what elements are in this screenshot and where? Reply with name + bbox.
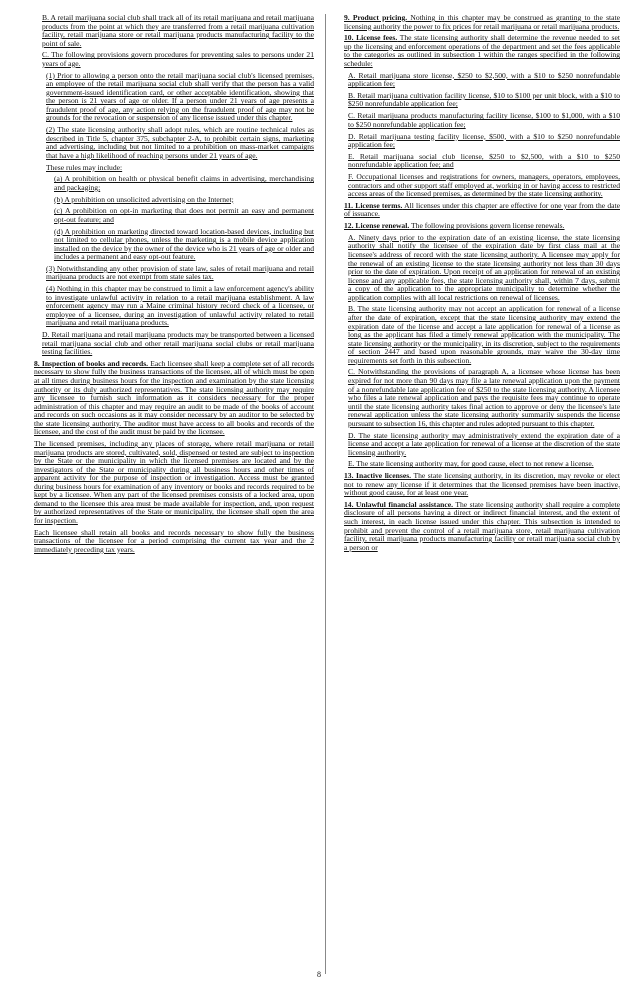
paragraph-text: A. Retail marijuana store license, $250 to $2,500, with a $10 to $250 nonrefundable application fee; <box>348 70 620 89</box>
paragraph-text: The licensed premises, including any places of storage, where retail marijuana or retail marijuana products are stored, cultivated, sold, dispensed or tested are subject to inspection by the State or the municipality in which the licensed premises are located and by the investigators of the State or municipality during all business hours and other times of apparent activity for the purpose of inspection or investigation. Access must be granted during business hours for examination of any inventory or books and records required to be kept by a licensee. When any part of the licensed premises consists of a locked area, upon demand to the licensee this area must be made available for inspection, and, upon request by authorized representatives of the State or municipality, the licensee shall open the area for inspection. <box>34 439 314 525</box>
right-column-paragraph <box>336 222 620 231</box>
section-heading: 13. Inactive licenses. <box>344 471 412 481</box>
left-column-paragraph <box>34 440 314 525</box>
right-column-paragraph <box>336 305 620 365</box>
right-column-paragraph <box>336 202 620 219</box>
right-column-paragraph <box>336 501 620 552</box>
section-heading: 14. Unlawful financial assistance. <box>344 499 454 509</box>
left-column-paragraph <box>34 207 314 224</box>
paragraph-text: E. Retail marijuana social club license, $250 to $2,500, with a $10 to $250 nonrefundable application fee; and <box>348 151 620 170</box>
paragraph-text: Each licensee shall keep a complete set of all records necessary to show fully the business transactions of the licensee, all of which must be open at all times during business hours for the inspection and examination by the state licensing authority or its duly authorized representatives. The state licensing authority may require any licensee to furnish such information as it considers necessary for the proper administration of this chapter and may require an audit to be made of the books of account and records on such occasions as it may consider necessary by an auditor to be selected by the state licensing authority. The auditor must have access to all books and records of the licensee, and the cost of the audit must be paid by the licensee. <box>34 358 314 437</box>
paragraph-text: All licenses under this chapter are effective for one year from the date of issuance. <box>344 200 620 219</box>
paragraph-text: B. The state licensing authority may not accept an application for renewal of a license after the date of expiration, except that the state licensing authority may extend the expiration date of the license and accept a late application for renewal of a license as long as the applicant has filed a timely renewal application with the municipality. The state licensing authority or the municipality, in its discretion, subject to the requirements of section 2447 and based upon reasonable grounds, may waive the 30-day time requirements set forth in this subsection. <box>348 304 620 365</box>
right-column-paragraph <box>336 368 620 428</box>
right-column-paragraph <box>336 92 620 109</box>
left-column-paragraph <box>34 228 314 262</box>
left-column-paragraph <box>34 360 314 437</box>
paragraph-text: (4) Nothing in this chapter may be construed to limit a law enforcement agency's ability to investigate unlawful activity in relation to a retail marijuana establishment. A law enforcement agency may run a Maine criminal history record check of a licensee, or employee of a licensee, during an investigation of unlawful activity related to retail marijuana and retail marijuana products. <box>46 284 314 328</box>
paragraph-text: (3) Notwithstanding any other provision of state law, sales of retail marijuana and retail marijuana products are not exempt from state sales tax. <box>46 263 314 282</box>
paragraph-text: (b) A prohibition on unsolicited advertising on the Internet; <box>54 194 234 204</box>
paragraph-text: (d) A prohibition on marketing directed toward location-based devices, including but not limited to cellular phones, unless the marketing is a mobile device application installed on the device by the owner of the device who is 21 years of age or older and includes a permanent and easy opt-out feature. <box>54 226 314 262</box>
paragraph-text: D. Retail marijuana testing facility license, $500, with a $10 to $250 nonrefundable application fee; <box>348 131 620 150</box>
paragraph-text: The state licensing authority shall require a complete disclosure of all persons having a direct or indirect financial interest, and the extent of such interest, in each license issued under this chapter. This subsection is intended to prohibit and prevent the control of a retail marijuana store, retail marijuana cultivation facility, retail marijuana products manufacturing facility or retail marijuana social club by a person or <box>344 499 620 552</box>
right-column <box>336 14 620 966</box>
paragraph-text: Each licensee shall retain all books and records necessary to show fully the business transactions of the licensee for a period comprising the current tax year and the 2 immediately preceding tax years. <box>34 527 314 554</box>
right-column-paragraph <box>336 34 620 68</box>
right-column-paragraph <box>336 133 620 150</box>
paragraph-text: D. The state licensing authority may administratively extend the expiration date of a license and accept a late application for renewal of a license at the discretion of the state licensing authority. <box>348 430 620 457</box>
left-column-paragraph <box>34 175 314 192</box>
section-heading: 12. License renewal. <box>344 221 410 231</box>
left-column-paragraph <box>34 265 314 282</box>
paragraph-text: (c) A prohibition on opt-in marketing that does not permit an easy and permanent opt-out feature; and <box>54 206 314 224</box>
paragraph-text: A. Ninety days prior to the expiration date of an existing license, the state licensing authority shall notify the licensee of the expiration date by first class mail at the licensee's address of record with the state licensing authority. A licensee may apply for the renewal of an existing license to the state licensing authority not less than 30 days prior to the date of expiration. Upon receipt of an application for renewal of an existing license and any applicable fees, the state licensing authority shall, within 7 days, submit a copy of the application to the appropriate municipality to determine whether the application complies with all local restrictions on renewal of licenses. <box>348 232 620 302</box>
page-number: 8 <box>317 970 321 979</box>
left-column-paragraph <box>34 72 314 123</box>
paragraph-text: (a) A prohibition on health or physical benefit claims in advertising, merchandising and packaging; <box>54 174 314 192</box>
paragraph-text: B. A retail marijuana social club shall track all of its retail marijuana and retail marijuana products from the point at which they are transferred from a retail marijuana cultivation facility, retail marijuana store or retail marijuana products manufacturing facility to the point of sale. <box>42 14 314 48</box>
left-column <box>34 14 314 966</box>
left-column-paragraph <box>34 196 314 205</box>
paragraph-text: These rules may include: <box>46 162 123 172</box>
paragraph-text: C. Notwithstanding the provisions of paragraph A, a licensee whose license has been expired for not more than 90 days may file a late renewal application upon the payment of a nonrefundable late application fee of $250 to the state licensing authority. A licensee who files a late renewal application and pays the requisite fees may continue to operate until the state licensing authority takes final action to approve or deny the licensee's late renewal application unless the state licensing authority summarily suspends the license pursuant to subsection 16, this chapter and rules adopted pursuant to this chapter. <box>348 367 620 428</box>
paragraph-text: C. The following provisions govern procedures for preventing sales to persons under 21 years of age. <box>42 50 314 68</box>
left-column-paragraph <box>34 529 314 555</box>
paragraph-text: Nothing in this chapter may be construed as granting to the state licensing authority the power to fix prices for retail marijuana or retail marijuana products. <box>344 14 620 31</box>
paragraph-text: C. Retail marijuana products manufacturing facility license, $100 to $1,000, with a $10 to $250 nonrefundable application fee; <box>348 111 620 129</box>
paragraph-text: E. The state licensing authority may, for good cause, elect to not renew a license. <box>348 459 594 469</box>
section-heading: 11. License terms. <box>344 200 403 210</box>
paragraph-text: F. Occupational licenses and registrations for owners, managers, operators, employees, contractors and other support staff employed at, working in or having access to restricted access areas of the licensed premises, as determined by the state licensing authority. <box>348 172 620 199</box>
right-column-paragraph <box>336 112 620 129</box>
column-divider <box>325 14 326 974</box>
left-column-paragraph <box>34 14 314 48</box>
left-column-paragraph <box>34 331 314 357</box>
right-column-paragraph <box>336 14 620 31</box>
right-column-paragraph <box>336 234 620 302</box>
right-column-paragraph <box>336 173 620 199</box>
paragraph-text: The state licensing authority, in its discretion, may revoke or elect not to renew any license if it determines that the licensed premises have been inactive, without good cause, for at least one year. <box>344 471 620 498</box>
left-column-paragraph <box>34 126 314 160</box>
right-column-paragraph <box>336 153 620 170</box>
left-column-paragraph <box>34 285 314 328</box>
right-column-paragraph <box>336 460 620 469</box>
section-heading: 9. Product pricing. <box>344 14 408 22</box>
left-column-paragraph <box>34 51 314 68</box>
paragraph-text: D. Retail marijuana and retail marijuana products may be transported between a licensed retail marijuana social club and other retail marijuana social clubs or retail marijuana testing facilities. <box>42 330 314 357</box>
paragraph-text: The following provisions govern license renewals. <box>409 221 565 231</box>
right-column-paragraph <box>336 432 620 458</box>
left-column-paragraph <box>34 164 314 173</box>
paragraph-text: The state licensing authority shall determine the revenue needed to set up the licensing and enforcement operations of the department and set the fees applicable to the categories as outlined in subsection 1 within the ranges specified in the following schedule: <box>344 33 620 68</box>
paragraph-text: (1) Prior to allowing a person onto the retail marijuana social club's licensed premises, an employee of the retail marijuana social club shall verify that the person has a valid government-issued identification card, or other acceptable identification, showing that the person is 21 years of age or older. If a person under 21 years of age presents a fraudulent proof of age, any action relying on the fraudulent proof of age may not be grounds for the revocation or suspension of any license issued under this chapter. <box>46 70 314 123</box>
section-heading: 10. License fees. <box>344 33 398 43</box>
section-heading: 8. Inspection of books and records. <box>34 358 149 368</box>
paragraph-text: B. Retail marijuana cultivation facility license, $10 to $100 per unit block, with a $10 to $250 nonrefundable application fee; <box>348 90 620 109</box>
right-column-paragraph <box>336 472 620 498</box>
right-column-paragraph <box>336 72 620 89</box>
paragraph-text: (2) The state licensing authority shall adopt rules, which are routine technical rules as described in Title 5, chapter 375, subchapter 2-A, to prohibit certain signs, marketing and advertising, including but not limited to a prohibition on mass-market campaigns that have a high likelihood of reaching persons under 21 years of age. <box>46 125 314 160</box>
